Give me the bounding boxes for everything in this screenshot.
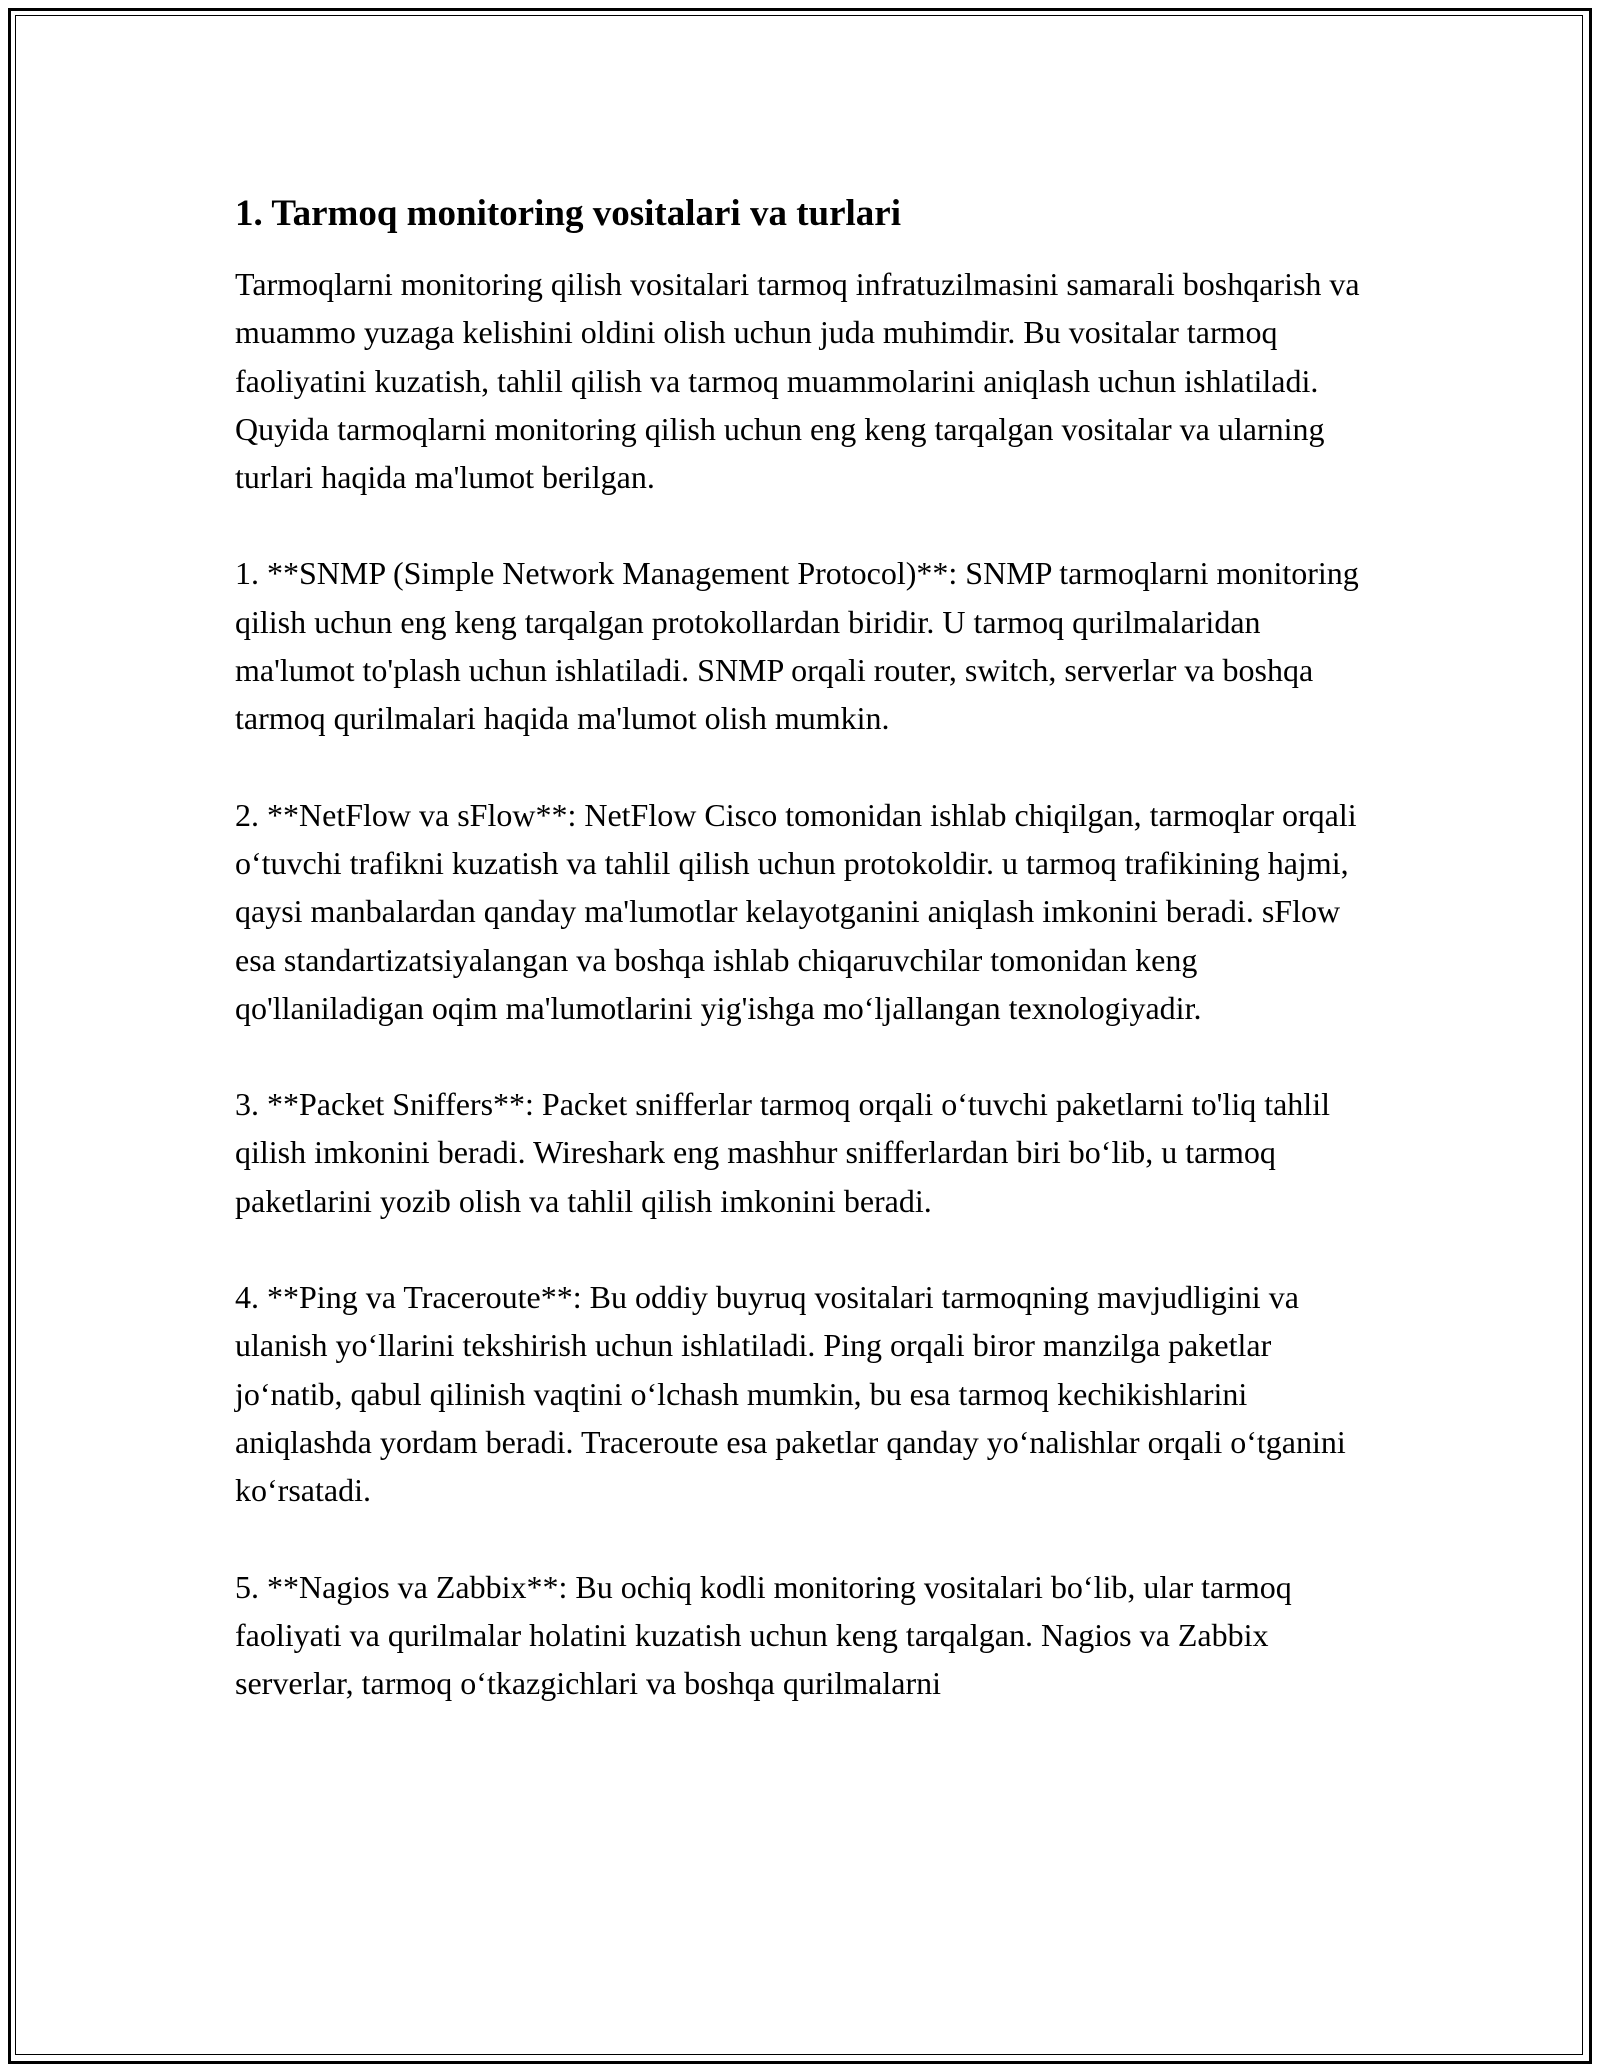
netflow-paragraph: 2. **NetFlow va sFlow**: NetFlow Cisco tomonidan ishlab chiqilgan, tarmoqlar orqali o‘tuvchi trafikni kuzatish va tahlil qilish uchun protokoldir. u tarmoq trafikining hajmi, qaysi manbalardan qanday ma'lumotlar kelayotganini aniqlash imkonini beradi. sFlow esa standartizatsiyalangan va boshqa ishlab chiqaruvchilar tomonidan keng qo'llaniladigan oqim ma'lumotlarini yig'ishga mo‘ljallangan texnologiyadir. (235, 796, 1357, 1026)
ping-traceroute-paragraph: 4. **Ping va Traceroute**: Bu oddiy buyruq vositalari tarmoqning mavjudligini va ulanish yo‘llarini tekshirish uchun ishlatiladi. Ping orqali biror manzilga paketlar jo‘natib, qabul qilinish vaqtini o‘lchash mumkin, bu esa tarmoq kechikishlarini aniqlashda yordam beradi. Traceroute esa paketlar qanday yo‘nalishlar orqali o‘tganini ko‘rsatadi. (235, 1279, 1346, 1509)
document-body (235, 190, 1385, 1707)
packet-sniffers-paragraph: 3. **Packet Sniffers**: Packet snifferlar tarmoq orqali o‘tuvchi paketlarni to'liq tahlil qilish imkonini beradi. Wireshark eng mashhur snifferlardan biri bo‘lib, u tarmoq paketlarini yozib olish va tahlil qilish imkonini beradi. (235, 1086, 1330, 1219)
intro-paragraph: Tarmoqlarni monitoring qilish vositalari tarmoq infratuzilmasini samarali boshqarish va muammo yuzaga kelishini oldini olish uchun juda muhimdir. Bu vositalar tarmoq faoliyatini kuzatish, tahlil qilish va tarmoq muammolarini aniqlash uchun ishlatiladi. Quyida tarmoqlarni monitoring qilish uchun eng keng tarqalgan vositalar va ularning turlari haqida ma'lumot berilgan. (235, 266, 1360, 496)
nagios-zabbix-paragraph: 5. **Nagios va Zabbix**: Bu ochiq kodli monitoring vositalari bo‘lib, ular tarmoq faoliyati va qurilmalar holatini kuzatish uchun keng tarqalgan. Nagios va Zabbix serverlar, tarmoq o‘tkazgichlari va boshqa qurilmalarni (235, 1568, 1292, 1702)
snmp-paragraph: 1. **SNMP (Simple Network Management Protocol)**: SNMP tarmoqlarni monitoring qilish uchun eng keng tarqalgan protokollardan biridir. U tarmoq qurilmalaridan ma'lumot to'plash uchun ishlatiladi. SNMP orqali router, switch, serverlar va boshqa tarmoq qurilmalari haqida ma'lumot olish mumkin. (235, 555, 1359, 737)
section-heading: 1. Tarmoq monitoring vositalari va turlari (235, 193, 901, 234)
